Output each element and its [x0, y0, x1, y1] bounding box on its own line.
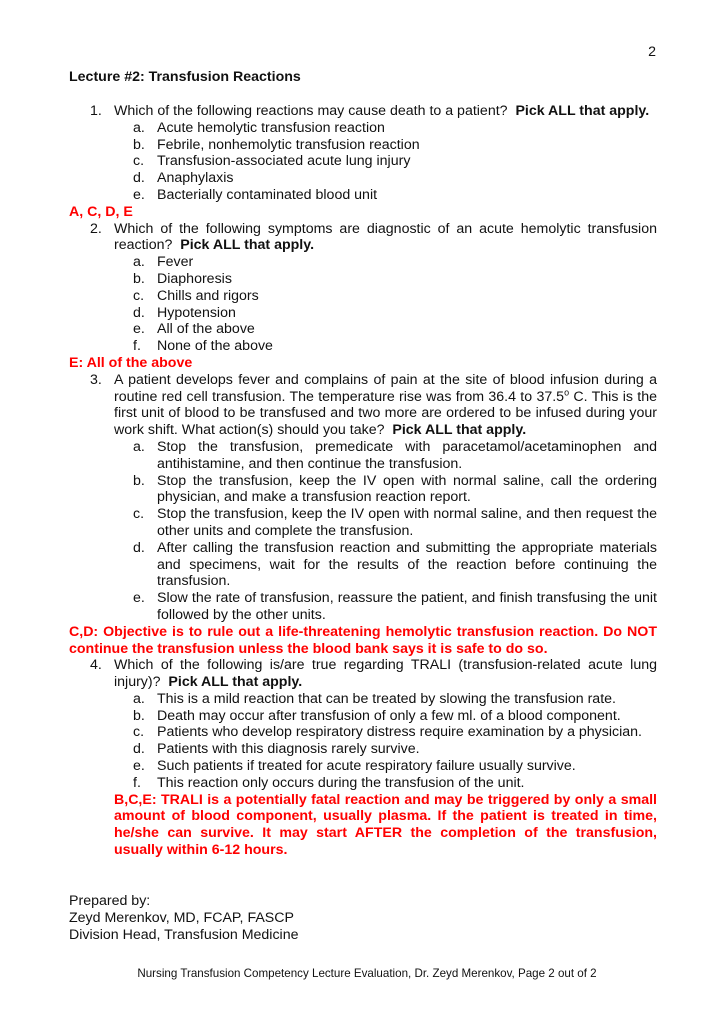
question-text: Which of the following symptoms are diagnostic of an acute hemolytic transfusion reaction? — [114, 220, 657, 254]
option: a. Stop the transfusion, premedicate with paracetamol/acetaminophen and antihistamine, and then continue the transfusion. — [133, 438, 657, 472]
question-list — [69, 103, 657, 859]
option: a. Fever — [133, 254, 194, 271]
option: f. None of the above — [133, 338, 273, 355]
option: a. Acute hemolytic transfusion reaction — [133, 119, 385, 136]
author-name: Zeyd Merenkov, MD, FCAP, FASCP — [69, 909, 294, 926]
prepared-by-label: Prepared by: — [69, 893, 151, 909]
answer-3: C,D: Objective is to rule out a life-threatening hemolytic transfusion reaction. Do NOT continue the transfusion unless the blood bank says it is safe to do so. — [69, 623, 657, 657]
option: b. Death may occur after transfusion of only a few ml. of a blood component. — [133, 707, 621, 724]
option: c. Stop the transfusion, keep the IV open with normal saline, and then request the other units and complete the transfusion. — [133, 506, 657, 539]
question-text: Which of the following reactions may cause death to a patient? — [114, 103, 508, 119]
question-text: A patient develops fever and complains of pain at the site of blood infusion during a routine red cell transfusion. The temperature rise was from 36.4 to 37.5 — [114, 371, 657, 405]
question-2 — [69, 221, 657, 255]
option: e. Such patients if treated for acute respiratory failure usually survive. — [133, 758, 576, 775]
page-number: 2 — [648, 44, 656, 60]
option: b. Febrile, nonhemolytic transfusion reaction — [133, 136, 420, 153]
question-number: 4. — [90, 657, 102, 674]
answer-4: B,C,E: TRALI is a potentially fatal reaction and may be triggered by only a small amount of blood component, usually plasma. If the patient is treated in time, he/she can survive. It may start AFTER the completion of the transfusion, usually within 6-12 hours. — [114, 791, 657, 859]
pick-all-instruction: Pick ALL that apply. — [392, 422, 527, 439]
pick-all-instruction: Pick ALL that apply. — [180, 237, 315, 254]
option: d. After calling the transfusion reaction and submitting the appropriate materials and specimens, wait for the results of the reaction before continuing the transfusion. — [133, 539, 657, 590]
page-footer: Nursing Transfusion Competency Lecture Evaluation, Dr. Zeyd Merenkov, Page 2 out of 2 — [137, 967, 597, 980]
answer-1: A, C, D, E — [69, 203, 133, 220]
option: c. Patients who develop respiratory distress require examination by a physician. — [133, 724, 642, 741]
question-number: 2. — [90, 220, 102, 237]
option: e. All of the above — [133, 321, 255, 338]
author-position: Division Head, Transfusion Medicine — [69, 926, 299, 943]
prepared-by-block — [69, 893, 298, 943]
option: e. Slow the rate of transfusion, reassure the patient, and finish transfusing the unit followed by the other units. — [133, 590, 657, 623]
question-text: Which of the following is/are true regarding TRALI (transfusion-related acute lung injury)? — [114, 657, 657, 691]
option: d. Hypotension — [133, 304, 236, 321]
option: e. Bacterially contaminated blood unit — [133, 186, 378, 203]
option: b. Stop the transfusion, keep the IV open with normal saline, call the ordering physician, and make a transfusion reaction report. — [133, 472, 657, 506]
option: d. Patients with this diagnosis rarely survive. — [133, 741, 420, 758]
option: f. This reaction only occurs during the transfusion of the unit. — [133, 774, 525, 791]
page-title: Lecture #2: Transfusion Reactions — [69, 69, 301, 85]
option: c. Chills and rigors — [133, 287, 259, 304]
answer-2: E: All of the above — [69, 354, 193, 371]
pick-all-instruction: Pick ALL that apply. — [168, 674, 303, 691]
question-4 — [69, 657, 657, 691]
question-3: 3. A patient develops fever and complains of pain at the site of blood infusion during a routine red cell transfusion. The temperature rise was from 36.4 to 37.5$^o$ C. This is the first unit of blood to be transfused and two more are ordered to be infused during your work shift. What action(s) should you take? Pick ALL that apply. — [69, 372, 657, 439]
option: d. Anaphylaxis — [133, 170, 234, 187]
question-1 — [69, 103, 657, 120]
option: c. Transfusion-associated acute lung injury — [133, 153, 411, 170]
pick-all-instruction: Pick ALL that apply. — [515, 103, 650, 119]
option: b. Diaphoresis — [133, 270, 232, 287]
question-number: 3. — [90, 371, 102, 388]
degree-superscript: o — [564, 386, 570, 397]
question-number: 1. — [90, 103, 102, 119]
option: a. This is a mild reaction that can be treated by slowing the transfusion rate. — [133, 690, 616, 707]
